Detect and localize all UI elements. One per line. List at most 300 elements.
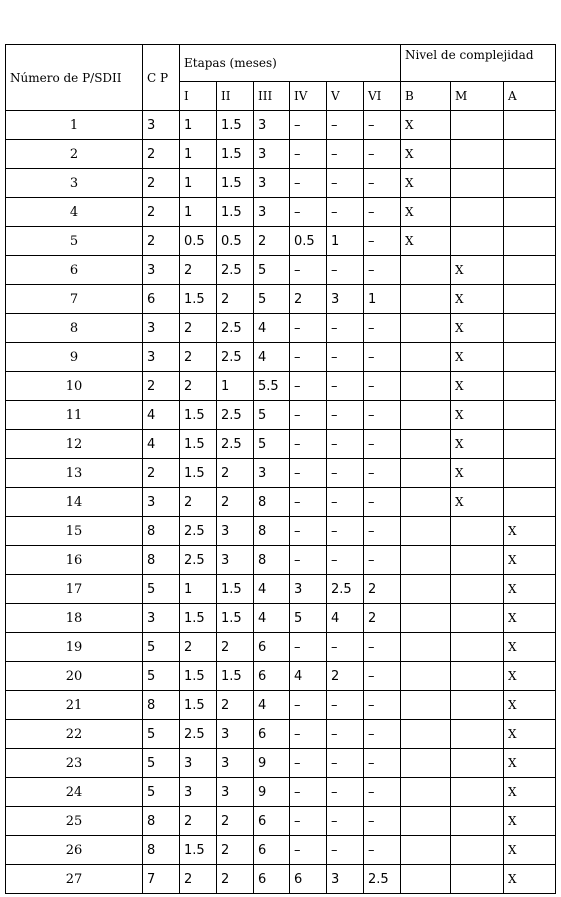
table-row (6, 546, 556, 575)
cp-value: 2 (143, 459, 180, 488)
stage-months: 6 (254, 662, 290, 691)
header-stage: III (254, 82, 290, 111)
table-row (6, 372, 556, 401)
stage-months: – (364, 517, 401, 546)
stage-months: 1.5 (217, 140, 254, 169)
stage-months: 1 (180, 169, 217, 198)
project-number: 9 (6, 343, 143, 372)
cp-value: 2 (143, 198, 180, 227)
stage-months: – (327, 517, 364, 546)
header-stage: II (217, 82, 254, 111)
stage-months: 2 (254, 227, 290, 256)
stage-months: – (327, 314, 364, 343)
stage-months: 6 (254, 807, 290, 836)
header-numero: Número de P/SDII (6, 45, 143, 111)
complexity-mark (401, 604, 451, 633)
table-body (6, 111, 556, 894)
stage-months: 3 (180, 749, 217, 778)
stage-months: – (364, 314, 401, 343)
stage-months: 5 (254, 285, 290, 314)
complexity-mark (451, 778, 504, 807)
cp-value: 3 (143, 314, 180, 343)
complexity-mark: X (451, 401, 504, 430)
stage-months: – (327, 720, 364, 749)
stage-months: 1 (217, 372, 254, 401)
stage-months: 9 (254, 778, 290, 807)
project-number: 25 (6, 807, 143, 836)
stage-months: – (290, 111, 327, 140)
stage-months: 1.5 (180, 691, 217, 720)
stage-months: 2.5 (217, 430, 254, 459)
stage-months: 1.5 (217, 198, 254, 227)
complexity-mark: X (504, 633, 556, 662)
table-row (6, 256, 556, 285)
stage-months: 2.5 (217, 256, 254, 285)
complexity-mark (401, 285, 451, 314)
cp-value: 3 (143, 256, 180, 285)
stage-months: 1.5 (217, 169, 254, 198)
cp-value: 5 (143, 778, 180, 807)
stage-months: – (290, 488, 327, 517)
stage-months: – (290, 546, 327, 575)
stage-months: – (364, 111, 401, 140)
cp-value: 8 (143, 836, 180, 865)
complexity-mark: X (451, 285, 504, 314)
table-row (6, 633, 556, 662)
stage-months: 1.5 (217, 662, 254, 691)
stage-months: – (327, 401, 364, 430)
stage-months: 2 (217, 488, 254, 517)
stage-months: – (290, 807, 327, 836)
stage-months: – (364, 836, 401, 865)
project-number: 20 (6, 662, 143, 691)
header-level: A (504, 82, 556, 111)
complexity-mark (504, 140, 556, 169)
cp-value: 4 (143, 401, 180, 430)
complexity-mark (451, 517, 504, 546)
complexity-mark (504, 488, 556, 517)
stage-months: 3 (254, 140, 290, 169)
stage-months: – (290, 401, 327, 430)
stage-months: – (364, 372, 401, 401)
stage-months: 3 (290, 575, 327, 604)
table-row (6, 720, 556, 749)
stage-months: 2 (180, 807, 217, 836)
complexity-mark (451, 546, 504, 575)
table-row (6, 865, 556, 894)
header-stage: I (180, 82, 217, 111)
stage-months: – (327, 488, 364, 517)
project-number: 12 (6, 430, 143, 459)
cp-value: 5 (143, 720, 180, 749)
complexity-mark (451, 575, 504, 604)
table-row (6, 227, 556, 256)
table-row (6, 488, 556, 517)
project-number: 24 (6, 778, 143, 807)
table-row (6, 604, 556, 633)
complexity-mark: X (504, 546, 556, 575)
complexity-mark (451, 865, 504, 894)
complexity-mark: X (451, 488, 504, 517)
complexity-mark (451, 633, 504, 662)
stage-months: 2 (180, 865, 217, 894)
complexity-mark (451, 169, 504, 198)
stage-months: 1 (180, 198, 217, 227)
table-row (6, 807, 556, 836)
stage-months: 2 (217, 836, 254, 865)
table-row (6, 285, 556, 314)
complexity-mark: X (504, 691, 556, 720)
stage-months: – (327, 140, 364, 169)
stage-months: 2.5 (180, 546, 217, 575)
complexity-mark (504, 256, 556, 285)
stage-months: 3 (254, 459, 290, 488)
stage-months: – (364, 401, 401, 430)
table-row (6, 314, 556, 343)
complexity-mark (504, 314, 556, 343)
cp-value: 2 (143, 169, 180, 198)
complexity-mark (451, 111, 504, 140)
complexity-mark (504, 372, 556, 401)
header-stage: IV (290, 82, 327, 111)
table-row (6, 778, 556, 807)
cp-value: 6 (143, 285, 180, 314)
stage-months: 3 (217, 720, 254, 749)
stage-months: 3 (327, 865, 364, 894)
complexity-mark: X (504, 807, 556, 836)
header-level: B (401, 82, 451, 111)
complexity-mark: X (401, 111, 451, 140)
complexity-mark (504, 169, 556, 198)
complexity-mark: X (504, 865, 556, 894)
stage-months: – (364, 633, 401, 662)
stage-months: – (290, 169, 327, 198)
project-number: 26 (6, 836, 143, 865)
project-number: 27 (6, 865, 143, 894)
stage-months: 2 (290, 285, 327, 314)
complexity-mark (401, 836, 451, 865)
table-row (6, 198, 556, 227)
project-number: 8 (6, 314, 143, 343)
stage-months: 2 (180, 314, 217, 343)
project-number: 21 (6, 691, 143, 720)
stage-months: – (290, 778, 327, 807)
complexity-mark: X (451, 314, 504, 343)
stage-months: – (364, 430, 401, 459)
complexity-mark: X (451, 343, 504, 372)
stage-months: – (364, 807, 401, 836)
complexity-mark: X (451, 459, 504, 488)
complexity-mark (451, 198, 504, 227)
header-row-top (6, 45, 556, 82)
table-row (6, 662, 556, 691)
complexity-mark (401, 401, 451, 430)
stage-months: 2 (217, 807, 254, 836)
stage-months: 3 (180, 778, 217, 807)
project-number: 19 (6, 633, 143, 662)
stage-months: – (327, 691, 364, 720)
complexity-mark (401, 720, 451, 749)
project-number: 6 (6, 256, 143, 285)
stage-months: 2.5 (217, 401, 254, 430)
complexity-mark (504, 459, 556, 488)
stage-months: – (364, 662, 401, 691)
stage-months: 6 (254, 633, 290, 662)
stage-months: 3 (254, 169, 290, 198)
stage-months: – (364, 227, 401, 256)
stage-months: 1 (327, 227, 364, 256)
stage-months: 1.5 (180, 836, 217, 865)
cp-value: 3 (143, 604, 180, 633)
stage-months: – (290, 198, 327, 227)
stage-months: 1 (180, 140, 217, 169)
complexity-mark (401, 633, 451, 662)
table-row (6, 111, 556, 140)
complexity-mark: X (451, 256, 504, 285)
stage-months: 3 (217, 778, 254, 807)
stage-months: 2 (364, 604, 401, 633)
stage-months: 1.5 (180, 285, 217, 314)
complexity-mark (401, 865, 451, 894)
stage-months: – (290, 720, 327, 749)
complexity-mark (451, 836, 504, 865)
complexity-mark: X (504, 662, 556, 691)
stage-months: – (290, 836, 327, 865)
complexity-mark (401, 517, 451, 546)
project-number: 10 (6, 372, 143, 401)
cp-value: 5 (143, 749, 180, 778)
stage-months: 3 (217, 546, 254, 575)
stage-months: 0.5 (217, 227, 254, 256)
table-row (6, 430, 556, 459)
project-number: 22 (6, 720, 143, 749)
cp-value: 2 (143, 140, 180, 169)
table-row (6, 575, 556, 604)
complexity-mark (401, 662, 451, 691)
stage-months: 1.5 (217, 575, 254, 604)
stage-months: 4 (254, 314, 290, 343)
stage-months: 6 (254, 865, 290, 894)
stage-months: 1 (180, 111, 217, 140)
header-level: M (451, 82, 504, 111)
complexity-mark: X (451, 372, 504, 401)
projects-table (5, 44, 556, 894)
stage-months: 2.5 (180, 517, 217, 546)
project-number: 2 (6, 140, 143, 169)
table-row (6, 169, 556, 198)
stage-months: 2.5 (217, 343, 254, 372)
stage-months: – (327, 372, 364, 401)
stage-months: 4 (254, 343, 290, 372)
stage-months: – (364, 140, 401, 169)
stage-months: 2 (217, 691, 254, 720)
project-number: 1 (6, 111, 143, 140)
project-number: 15 (6, 517, 143, 546)
cp-value: 3 (143, 343, 180, 372)
stage-months: – (327, 111, 364, 140)
stage-months: 5 (254, 430, 290, 459)
stage-months: 6 (254, 720, 290, 749)
complexity-mark (504, 343, 556, 372)
project-number: 16 (6, 546, 143, 575)
stage-months: 8 (254, 488, 290, 517)
table-row (6, 691, 556, 720)
project-number: 13 (6, 459, 143, 488)
complexity-mark (451, 140, 504, 169)
stage-months: 2 (180, 488, 217, 517)
stage-months: 2.5 (217, 314, 254, 343)
project-number: 14 (6, 488, 143, 517)
stage-months: – (290, 343, 327, 372)
header-stage: V (327, 82, 364, 111)
complexity-mark: X (401, 140, 451, 169)
complexity-mark (401, 575, 451, 604)
stage-months: 8 (254, 546, 290, 575)
header-cp: C P (143, 45, 180, 111)
stage-months: – (364, 169, 401, 198)
stage-months: 2 (217, 633, 254, 662)
stage-months: 2.5 (327, 575, 364, 604)
stage-months: 5 (290, 604, 327, 633)
complexity-mark: X (401, 227, 451, 256)
complexity-mark (504, 198, 556, 227)
stage-months: 8 (254, 517, 290, 546)
stage-months: 5 (254, 256, 290, 285)
complexity-mark: X (401, 198, 451, 227)
cp-value: 8 (143, 807, 180, 836)
cp-value: 3 (143, 488, 180, 517)
stage-months: 1.5 (180, 401, 217, 430)
stage-months: – (290, 691, 327, 720)
stage-months: – (364, 778, 401, 807)
table-row (6, 401, 556, 430)
complexity-mark: X (504, 517, 556, 546)
stage-months: 2 (180, 256, 217, 285)
cp-value: 3 (143, 111, 180, 140)
stage-months: 4 (254, 575, 290, 604)
stage-months: 1 (364, 285, 401, 314)
header-nivel: Nivel de complejidad (401, 45, 556, 82)
stage-months: – (290, 459, 327, 488)
stage-months: 3 (254, 111, 290, 140)
complexity-mark (401, 778, 451, 807)
stage-months: – (290, 430, 327, 459)
stage-months: 4 (254, 604, 290, 633)
stage-months: – (327, 633, 364, 662)
project-number: 17 (6, 575, 143, 604)
complexity-mark (401, 807, 451, 836)
stage-months: – (327, 807, 364, 836)
stage-months: – (290, 633, 327, 662)
project-number: 4 (6, 198, 143, 227)
complexity-mark: X (504, 575, 556, 604)
complexity-mark (401, 749, 451, 778)
stage-months: 4 (254, 691, 290, 720)
stage-months: 1.5 (180, 430, 217, 459)
project-number: 5 (6, 227, 143, 256)
complexity-mark (451, 691, 504, 720)
stage-months: – (364, 343, 401, 372)
stage-months: – (364, 546, 401, 575)
stage-months: – (327, 198, 364, 227)
stage-months: 4 (290, 662, 327, 691)
stage-months: 2 (217, 459, 254, 488)
stage-months: 2.5 (180, 720, 217, 749)
stage-months: 0.5 (180, 227, 217, 256)
project-number: 18 (6, 604, 143, 633)
complexity-mark (504, 401, 556, 430)
stage-months: – (364, 720, 401, 749)
complexity-mark (504, 111, 556, 140)
stage-months: 2 (217, 285, 254, 314)
table-row (6, 140, 556, 169)
complexity-mark (451, 749, 504, 778)
stage-months: 3 (217, 749, 254, 778)
stage-months: – (290, 140, 327, 169)
cp-value: 4 (143, 430, 180, 459)
stage-months: 2.5 (364, 865, 401, 894)
complexity-mark (401, 430, 451, 459)
header-etapas: Etapas (meses) (180, 45, 401, 82)
header-stage: VI (364, 82, 401, 111)
stage-months: 5 (254, 401, 290, 430)
complexity-mark: X (504, 749, 556, 778)
complexity-mark (401, 256, 451, 285)
cp-value: 8 (143, 691, 180, 720)
stage-months: – (327, 169, 364, 198)
stage-months: – (327, 343, 364, 372)
complexity-mark (451, 227, 504, 256)
stage-months: 1.5 (180, 604, 217, 633)
cp-value: 8 (143, 546, 180, 575)
stage-months: 2 (327, 662, 364, 691)
stage-months: – (327, 546, 364, 575)
complexity-mark (451, 807, 504, 836)
stage-months: 6 (290, 865, 327, 894)
stage-months: – (327, 256, 364, 285)
stage-months: – (290, 749, 327, 778)
table-row (6, 836, 556, 865)
stage-months: 0.5 (290, 227, 327, 256)
stage-months: 3 (327, 285, 364, 314)
stage-months: 1.5 (217, 604, 254, 633)
complexity-mark (451, 604, 504, 633)
stage-months: – (364, 459, 401, 488)
stage-months: – (364, 488, 401, 517)
stage-months: – (327, 778, 364, 807)
complexity-mark (401, 314, 451, 343)
complexity-mark: X (504, 604, 556, 633)
complexity-mark: X (504, 720, 556, 749)
complexity-mark (401, 691, 451, 720)
stage-months: – (290, 517, 327, 546)
stage-months: – (364, 749, 401, 778)
cp-value: 5 (143, 575, 180, 604)
stage-months: 1.5 (180, 662, 217, 691)
complexity-mark (401, 488, 451, 517)
cp-value: 7 (143, 865, 180, 894)
stage-months: 2 (180, 372, 217, 401)
complexity-mark (401, 546, 451, 575)
stage-months: – (364, 198, 401, 227)
project-number: 11 (6, 401, 143, 430)
cp-value: 8 (143, 517, 180, 546)
stage-months: – (327, 836, 364, 865)
stage-months: 6 (254, 836, 290, 865)
stage-months: – (327, 749, 364, 778)
stage-months: 2 (180, 633, 217, 662)
stage-months: 2 (180, 343, 217, 372)
